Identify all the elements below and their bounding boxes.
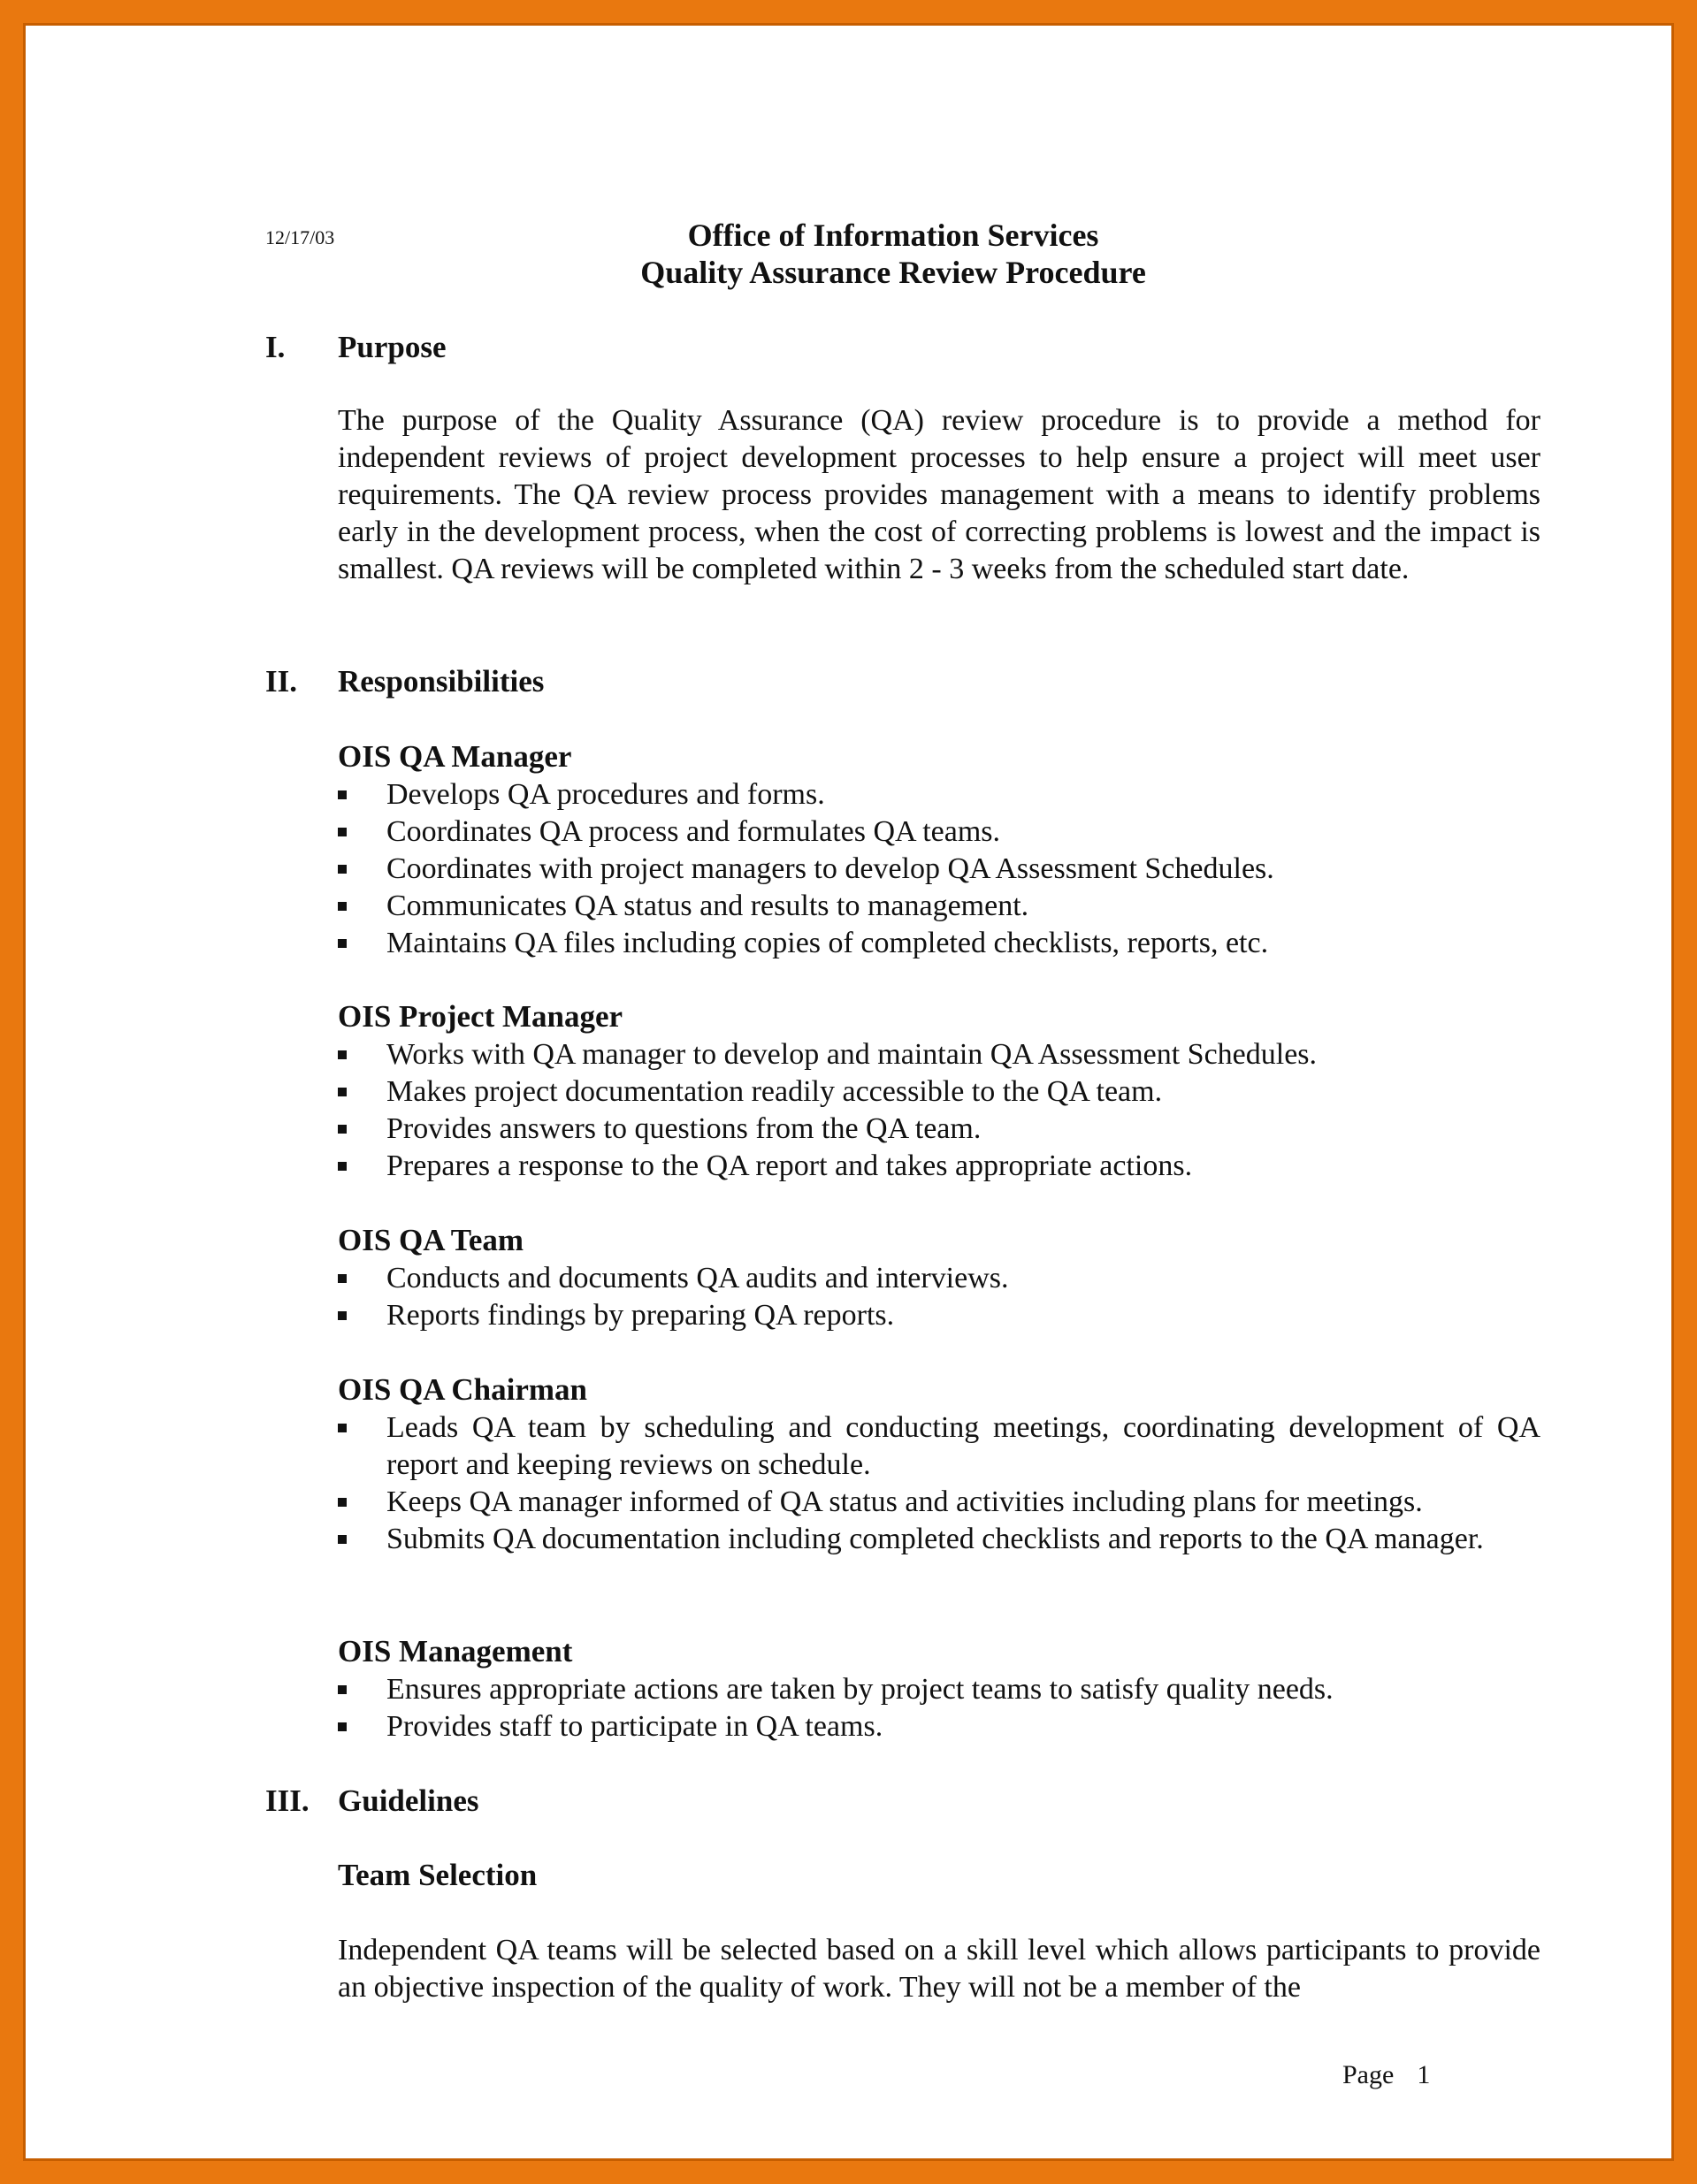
team-selection-paragraph: Independent QA teams will be selected based on a skill level which allows participants to provide an objective inspection of the quality of work. They will not be a member of the [338, 1934, 1540, 2004]
bullet-square-icon [338, 790, 347, 799]
bullet-square-icon [338, 1050, 347, 1059]
document-date: 12/17/03 [265, 226, 335, 248]
list-item: Develops QA procedures and forms. [338, 776, 1540, 813]
bullet-square-icon [338, 1311, 347, 1320]
bullet-square-icon [338, 1162, 347, 1171]
qa-team-list [338, 1260, 1540, 1334]
bullet-square-icon [338, 939, 347, 948]
bullet-square-icon [338, 1498, 347, 1507]
bullet-square-icon [338, 1535, 347, 1544]
list-item: Maintains QA files including copies of completed checklists, reports, etc. [338, 925, 1540, 962]
page-footer [1342, 2060, 1430, 2090]
bullet-square-icon [338, 865, 347, 874]
list-item: Prepares a response to the QA report and takes appropriate actions. [338, 1148, 1540, 1185]
qa-manager-list [338, 776, 1540, 962]
section-number: III. [265, 1783, 310, 1818]
group-heading-qa-manager: OIS QA Manager [338, 739, 572, 774]
document-subtitle: Quality Assurance Review Procedure [640, 255, 1146, 290]
management-list [338, 1671, 1540, 1745]
list-item: Coordinates with project managers to develop QA Assessment Schedules. [338, 851, 1540, 888]
list-item: Keeps QA manager informed of QA status and activities including plans for meetings. [338, 1484, 1540, 1521]
list-item: Conducts and documents QA audits and interviews. [338, 1260, 1540, 1297]
group-heading-management: OIS Management [338, 1634, 573, 1669]
list-item: Reports findings by preparing QA reports. [338, 1297, 1540, 1334]
section-number: II. [265, 664, 297, 699]
bullet-square-icon [338, 1274, 347, 1283]
document-title: Office of Information Services [687, 218, 1099, 253]
bullet-square-icon [338, 1685, 347, 1694]
subheading-team-selection: Team Selection [338, 1858, 538, 1892]
bullet-square-icon [338, 902, 347, 911]
bullet-square-icon [338, 1088, 347, 1096]
list-item: Works with QA manager to develop and maintain QA Assessment Schedules. [338, 1036, 1540, 1073]
purpose-paragraph: The purpose of the Quality Assurance (QA) review procedure is to provide a method for independent reviews of project development processes to help ensure a project will meet user requirements. The QA review process provides management with a means to identify problems early in the development process, when the cost of correcting problems is lowest and the impact is smallest. QA reviews will be completed within 2 - 3 weeks from the scheduled start date. [338, 404, 1540, 585]
section-title-guidelines: Guidelines [338, 1783, 479, 1818]
list-item: Ensures appropriate actions are taken by project teams to satisfy quality needs. [338, 1671, 1540, 1708]
bullet-square-icon [338, 1125, 347, 1134]
qa-chairman-list [338, 1409, 1540, 1558]
page-label: Page [1342, 2060, 1395, 2089]
section-title-purpose: Purpose [338, 330, 447, 364]
list-item: Provides staff to participate in QA teams. [338, 1708, 1540, 1745]
page-number: 1 [1417, 2060, 1431, 2089]
list-item: Communicates QA status and results to management. [338, 888, 1540, 925]
section-number: I. [265, 330, 286, 364]
list-item: Makes project documentation readily accessible to the QA team. [338, 1073, 1540, 1111]
group-heading-qa-chairman: OIS QA Chairman [338, 1372, 587, 1407]
bullet-square-icon [338, 1424, 347, 1432]
group-heading-qa-team: OIS QA Team [338, 1223, 524, 1257]
project-manager-list [338, 1036, 1540, 1185]
list-item: Provides answers to questions from the QA team. [338, 1111, 1540, 1148]
section-title-responsibilities: Responsibilities [338, 664, 545, 699]
bullet-square-icon [338, 1722, 347, 1731]
list-item: Coordinates QA process and formulates QA teams. [338, 813, 1540, 851]
list-item: Submits QA documentation including completed checklists and reports to the QA manager. [338, 1521, 1540, 1558]
list-item: Leads QA team by scheduling and conducting meetings, coordinating development of QA report and keeping reviews on schedule. [338, 1409, 1540, 1484]
group-heading-project-manager: OIS Project Manager [338, 999, 623, 1034]
bullet-square-icon [338, 828, 347, 836]
